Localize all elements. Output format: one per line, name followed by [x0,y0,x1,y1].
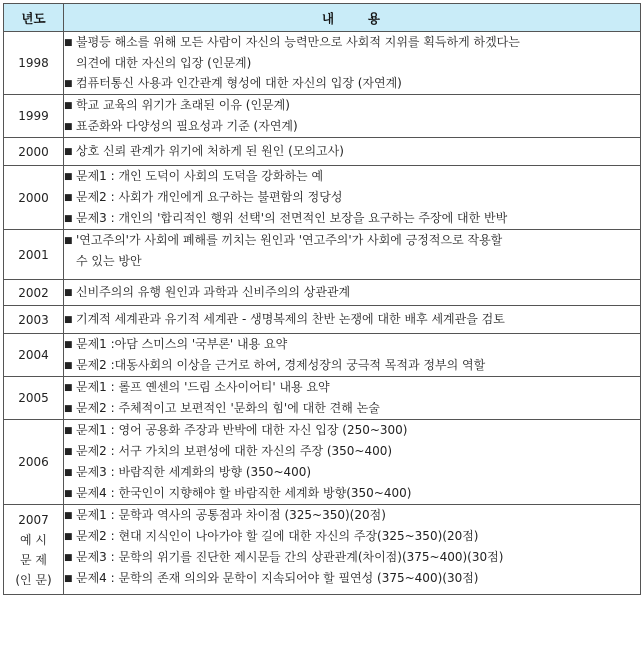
topic-text: 신비주의의 유행 원인과 과학과 신비주의의 상관관계 [76,285,351,299]
year-column-header: 년도 [4,4,64,32]
topic-text: 학교 교육의 위기가 초래된 이유 (인문계) [76,98,290,112]
topic-text: 컴퓨터통신 사용과 인간관계 형성에 대한 자신의 입장 (자연계) [76,76,402,90]
essay-topics-table [3,3,641,595]
table-row [4,280,641,306]
topic-item [64,420,640,441]
topic-text: 표준화와 다양성의 필요성과 기준 (자연계) [76,119,298,133]
table-row [4,505,641,595]
table-row [4,166,641,230]
year-cell [4,230,64,280]
topic-item [64,141,640,162]
square-bullet-icon: ■ [64,38,73,48]
square-bullet-icon: ■ [64,172,73,182]
topic-text: 수 있는 방안 [76,254,142,268]
year-cell [4,505,64,595]
year-label: 1998 [18,56,49,70]
topic-text: 문제1 : 롤프 옌센의 '드림 소사이어티' 내용 요약 [76,380,330,394]
year-cell [4,280,64,306]
topic-text: 문제3 : 문학의 위기를 진단한 제시문들 간의 상관관계(차이점)(375~400)(30점) [76,550,504,564]
topic-text: 불평등 해소를 위해 모든 사람이 자신의 능력만으로 사회적 지위를 획득하게 하겠다는 [76,35,520,49]
year-label: (인 문) [15,572,52,587]
table-header [4,4,641,32]
year-label: 1999 [18,109,49,123]
topic-item [64,377,640,398]
year-cell [4,306,64,334]
topic-item [64,230,640,271]
square-bullet-icon: ■ [64,147,73,157]
square-bullet-icon: ■ [64,122,73,132]
square-bullet-icon: ■ [64,340,73,350]
topic-item [64,355,640,376]
square-bullet-icon: ■ [64,574,73,584]
square-bullet-icon: ■ [64,79,73,89]
topic-item [64,116,640,137]
content-cell [64,32,641,95]
topic-text: 문제2 : 사회가 개인에게 요구하는 불편함의 정당성 [76,190,343,204]
square-bullet-icon: ■ [64,511,73,521]
topic-item [64,166,640,187]
topic-item [64,398,640,419]
content-cell [64,334,641,377]
year-label: 2000 [18,144,49,159]
topic-item [64,462,640,483]
table-body [4,32,641,595]
square-bullet-icon: ■ [64,288,73,298]
year-cell [4,166,64,230]
content-cell [64,420,641,505]
year-label: 2001 [18,247,49,262]
topic-item [64,309,640,330]
square-bullet-icon: ■ [64,532,73,542]
table-row [4,377,641,420]
topic-item [64,505,640,526]
document [3,3,641,595]
topic-text: 문제2 : 주체적이고 보편적인 '문화의 힘'에 대한 견해 논술 [76,401,380,415]
topic-item [64,483,640,504]
year-label: 2006 [18,455,49,469]
topic-item [64,73,640,94]
topic-text: 문제1 : 문학과 역사의 공통점과 차이점 (325~350)(20점) [76,508,386,522]
topic-text: 상호 신뢰 관계가 위기에 처하게 된 원인 (모의고사) [76,144,344,158]
year-cell [4,420,64,505]
year-cell [4,377,64,420]
header-row [4,4,641,32]
topic-item [64,187,640,208]
content-cell [64,306,641,334]
square-bullet-icon: ■ [64,383,73,393]
square-bullet-icon: ■ [64,489,73,499]
table-row [4,230,641,280]
square-bullet-icon: ■ [64,361,73,371]
content-cell [64,166,641,230]
topic-text: 문제2 :대동사회의 이상을 근거로 하여, 경제성장의 궁극적 목적과 정부의 역할 [76,358,486,372]
year-label: 2007 [18,512,49,527]
year-label: 2000 [18,190,49,205]
table-row [4,32,641,95]
topic-item [64,95,640,116]
year-label: 문 제 [20,552,47,567]
topic-text: 문제3 : 바람직한 세계화의 방향 (350~400) [76,465,312,479]
content-cell [64,230,641,280]
topic-item [64,208,640,229]
year-cell [4,334,64,377]
topic-text: 문제4 : 한국인이 지향해야 할 바람직한 세계화 방향(350~400) [76,486,412,500]
topic-text: 문제1 : 개인 도덕이 사회의 도덕을 강화하는 예 [76,169,324,183]
year-label: 2003 [18,312,49,327]
year-label: 예 시 [20,532,47,547]
content-cell [64,95,641,138]
content-cell [64,280,641,306]
year-label: 2004 [18,348,49,362]
square-bullet-icon: ■ [64,447,73,457]
topic-text: 문제2 : 현대 지식인이 나아가야 할 길에 대한 자신의 주장(325~350)(20점) [76,529,479,543]
year-cell [4,32,64,95]
square-bullet-icon: ■ [64,468,73,478]
square-bullet-icon: ■ [64,193,73,203]
year-cell [4,138,64,166]
table-row [4,334,641,377]
topic-text: 문제1 :아담 스미스의 '국부론' 내용 요약 [76,337,288,351]
topic-item [64,334,640,355]
content-cell [64,505,641,595]
square-bullet-icon: ■ [64,236,73,246]
topic-text: 문제2 : 서구 가치의 보편성에 대한 자신의 주장 (350~400) [76,444,393,458]
topic-item [64,282,640,303]
topic-item [64,526,640,547]
topic-text: 문제4 : 문학의 존재 의의와 문학이 지속되어야 할 필연성 (375~400)(30점) [76,571,479,585]
content-cell [64,138,641,166]
topic-item [64,547,640,568]
topic-item [64,32,640,73]
topic-text: 의견에 대한 자신의 입장 (인문계) [76,56,252,70]
topic-text: 문제1 : 영어 공용화 주장과 반박에 대한 자신 입장 (250~300) [76,423,408,437]
topic-text: 기계적 세계관과 유기적 세계관 - 생명복제의 찬반 논쟁에 대한 배후 세계관을 검토 [76,312,505,326]
year-label: 2005 [18,391,49,405]
topic-text: '연고주의'가 사회에 폐해를 끼치는 원인과 '연고주의'가 사회에 긍정적으로 작용할 [76,233,503,247]
square-bullet-icon: ■ [64,315,73,325]
topic-item [64,568,640,589]
table-row [4,95,641,138]
year-cell [4,95,64,138]
table-row [4,138,641,166]
square-bullet-icon: ■ [64,426,73,436]
square-bullet-icon: ■ [64,404,73,414]
square-bullet-icon: ■ [64,214,73,224]
topic-item [64,441,640,462]
year-label: 2002 [18,285,49,300]
content-column-header: 내 용 [64,4,641,32]
topic-text: 문제3 : 개인의 '합리적인 행위 선택'의 전면적인 보장을 요구하는 주장에 대한 반박 [76,211,508,225]
table-row [4,306,641,334]
square-bullet-icon: ■ [64,101,73,111]
square-bullet-icon: ■ [64,553,73,563]
content-cell [64,377,641,420]
table-row [4,420,641,505]
